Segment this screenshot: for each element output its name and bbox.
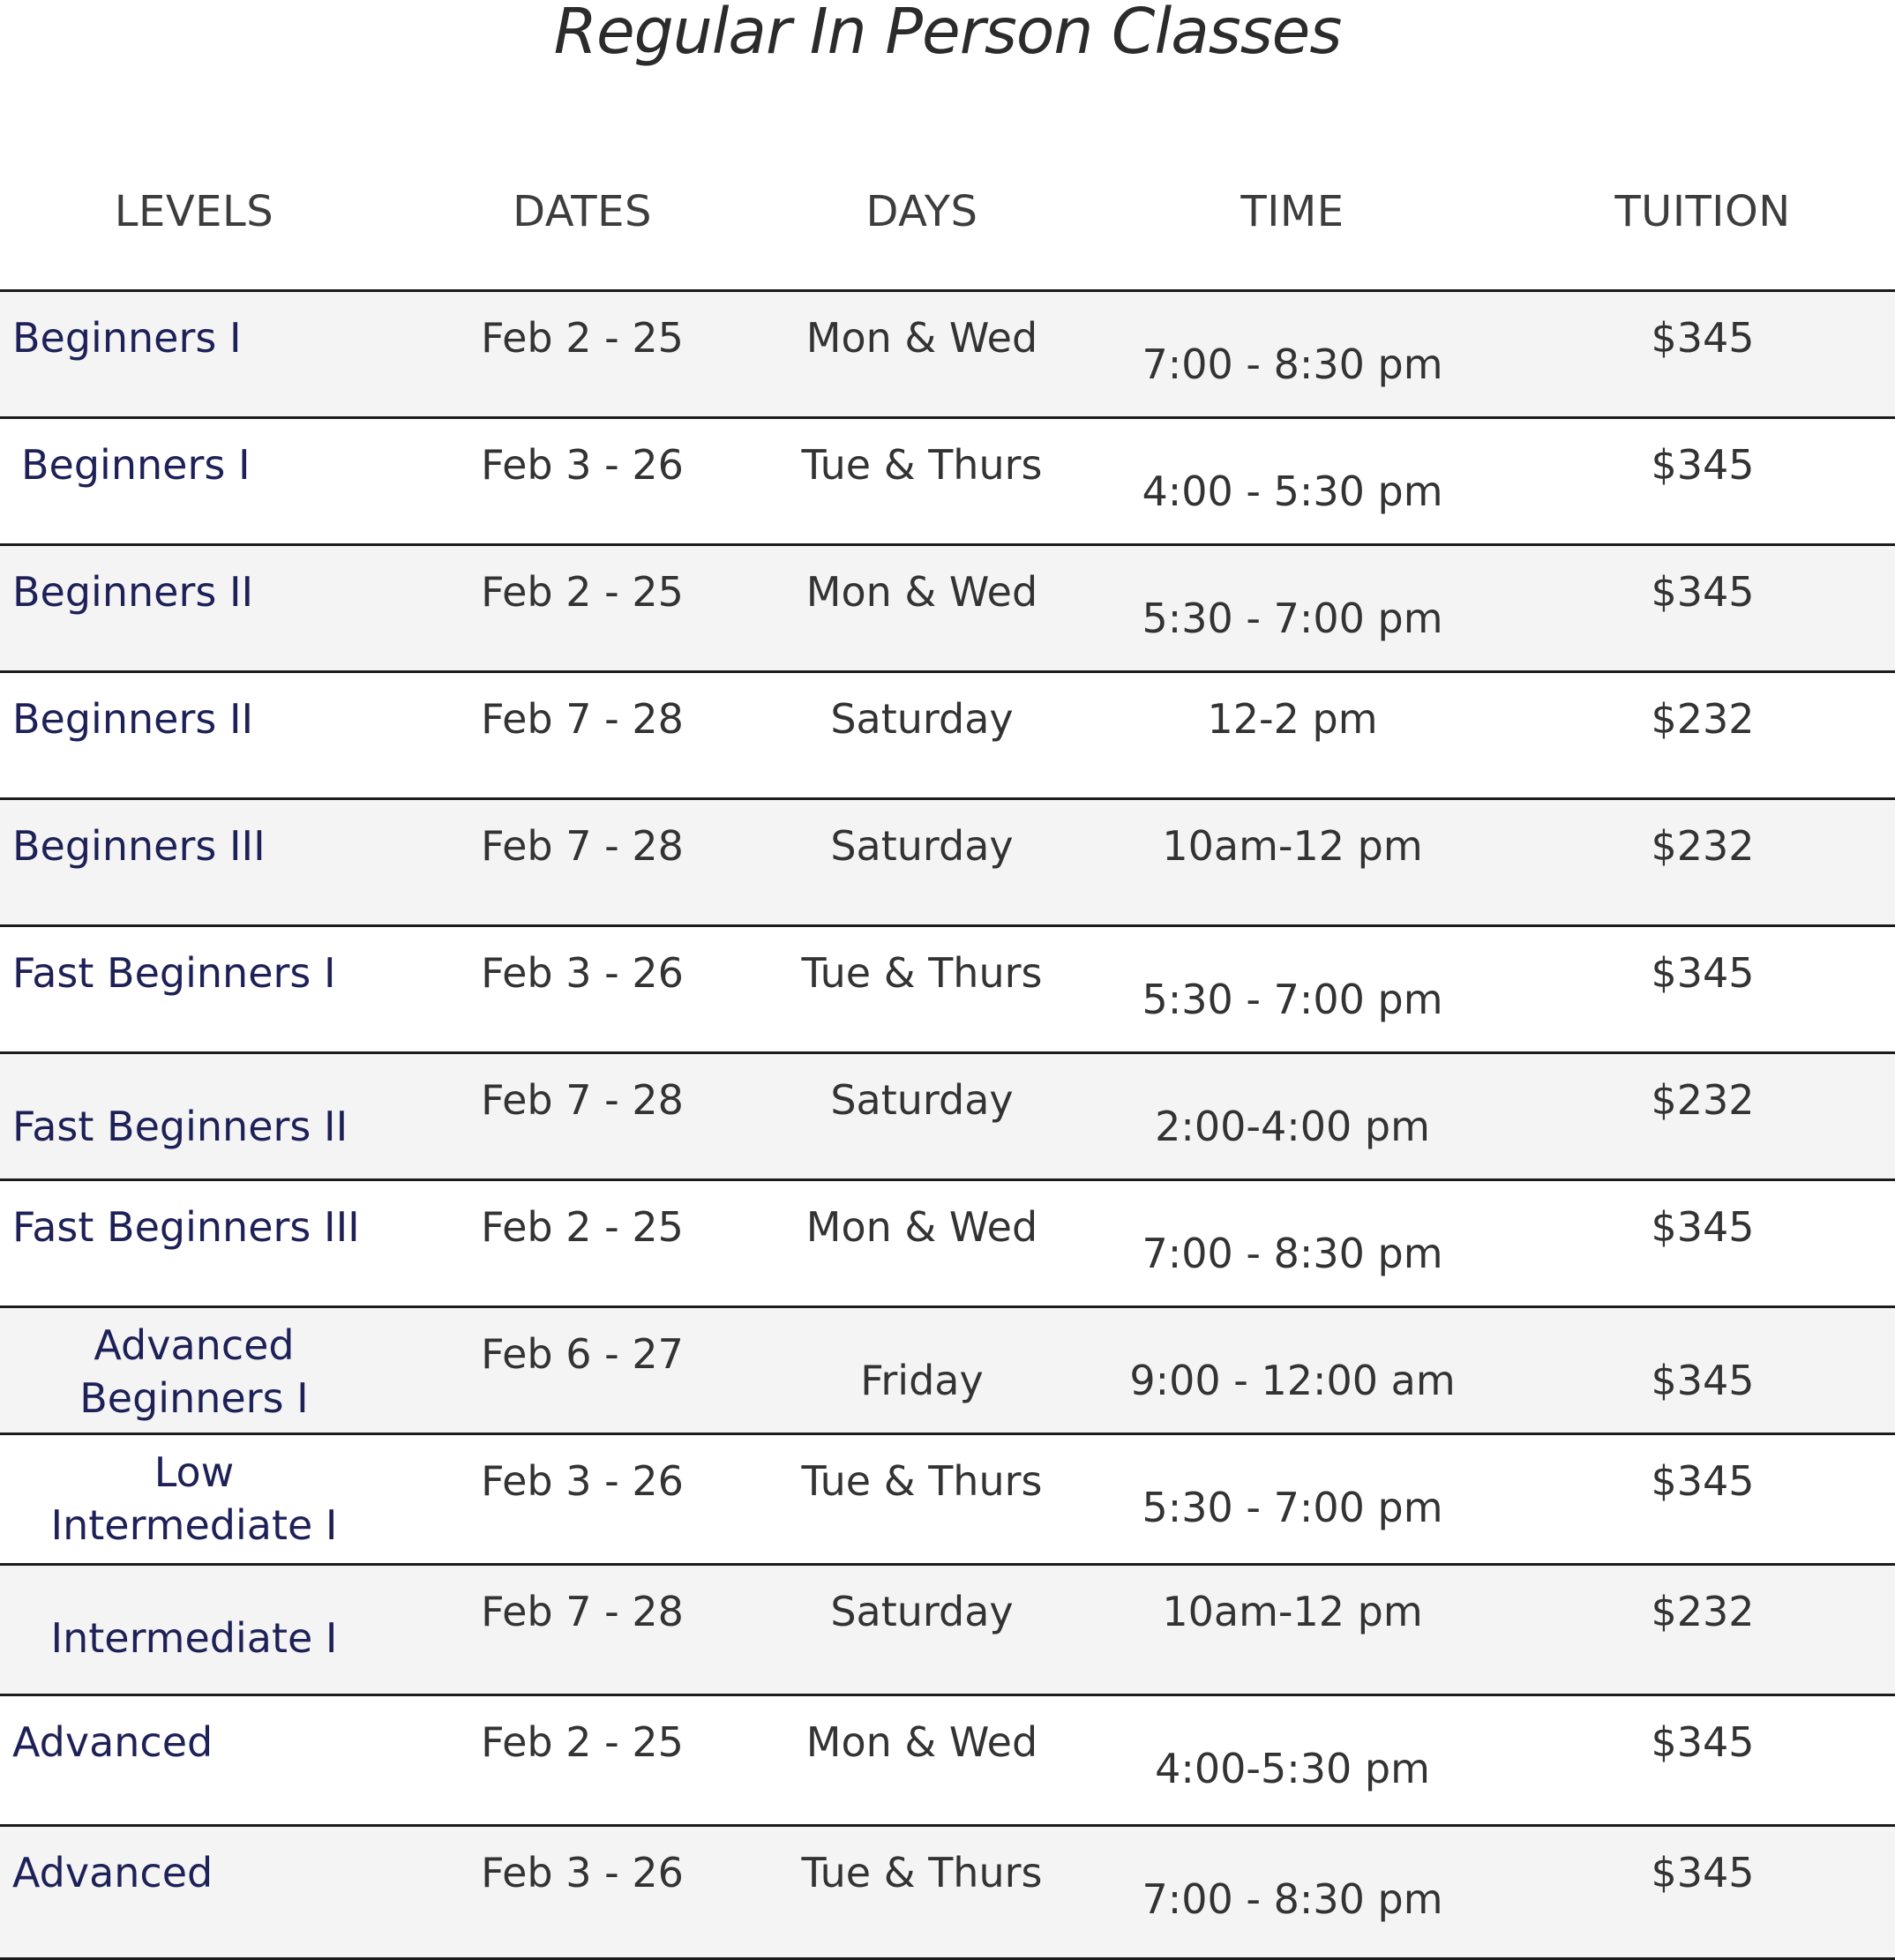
tuition-cell: $232 [1651,822,1755,870]
time-cell: 7:00 - 8:30 pm [1142,1230,1443,1277]
days-cell: Tue & Thurs [801,949,1043,997]
dates-cell: Feb 7 - 28 [481,1588,684,1635]
dates-cell: Feb 2 - 25 [481,314,684,362]
tuition-cell: $345 [1651,1203,1755,1251]
table-row [0,1433,1895,1566]
table-row [0,670,1895,800]
tuition-cell: $232 [1651,1588,1755,1635]
header-time: TIME [1240,187,1344,236]
table-row [0,1824,1895,1960]
time-cell: 7:00 - 8:30 pm [1142,1875,1443,1923]
tuition-cell: $345 [1651,568,1755,616]
header-levels: LEVELS [114,187,274,236]
time-cell: 10am-12 pm [1162,1588,1423,1635]
dates-cell: Feb 3 - 26 [481,949,684,997]
time-cell: 12-2 pm [1207,695,1378,743]
dates-cell: Feb 6 - 27 [481,1330,684,1378]
days-cell: Mon & Wed [805,1718,1038,1766]
dates-cell: Feb 3 - 26 [481,1849,684,1896]
time-cell: 7:00 - 8:30 pm [1142,340,1443,388]
dates-cell: Feb 2 - 25 [481,1718,684,1766]
level-cell: Beginners III [12,822,266,870]
header-tuition: TUITION [1614,187,1791,236]
table-row [0,416,1895,546]
days-cell: Mon & Wed [805,568,1038,616]
level-cell: Advanced Beginners I [79,1321,309,1422]
level-cell: Fast Beginners II [12,1103,348,1150]
dates-cell: Feb 7 - 28 [481,695,684,743]
dates-cell: Feb 7 - 28 [481,1076,684,1124]
time-cell: 4:00-5:30 pm [1155,1745,1430,1792]
days-cell: Mon & Wed [805,314,1038,362]
page-title: Regular In Person Classes [553,0,1342,68]
level-cell: Low Intermediate I [50,1448,338,1549]
level-cell: Fast Beginners III [12,1203,360,1251]
table-row [0,1051,1895,1181]
days-cell: Tue & Thurs [801,1457,1043,1505]
table-row [0,1305,1895,1435]
tuition-cell: $345 [1651,314,1755,362]
level-cell: Beginners I [12,314,242,362]
days-cell: Saturday [830,1076,1014,1124]
time-cell: 5:30 - 7:00 pm [1142,595,1443,642]
days-cell: Friday [860,1357,984,1404]
tuition-cell: $232 [1651,695,1755,743]
tuition-cell: $345 [1651,949,1755,997]
tuition-cell: $345 [1651,1357,1755,1404]
days-cell: Saturday [830,1588,1014,1635]
table-row [0,924,1895,1054]
dates-cell: Feb 7 - 28 [481,822,684,870]
header-days: DAYS [865,187,978,236]
table-row [0,543,1895,673]
days-cell: Tue & Thurs [801,1849,1043,1896]
time-cell: 5:30 - 7:00 pm [1142,1484,1443,1531]
table-row [0,1178,1895,1308]
time-cell: 2:00-4:00 pm [1155,1103,1430,1150]
level-cell: Beginners II [12,695,254,743]
table-row [0,1694,1895,1827]
table-row [0,289,1895,419]
time-cell: 4:00 - 5:30 pm [1142,468,1443,515]
days-cell: Mon & Wed [805,1203,1038,1251]
level-cell: Beginners I [21,441,251,489]
dates-cell: Feb 3 - 26 [481,1457,684,1505]
dates-cell: Feb 3 - 26 [481,441,684,489]
time-cell: 9:00 - 12:00 am [1129,1357,1456,1404]
tuition-cell: $345 [1651,1849,1755,1896]
level-cell: Beginners II [12,568,254,616]
time-cell: 5:30 - 7:00 pm [1142,976,1443,1023]
table-row [0,1563,1895,1696]
tuition-cell: $345 [1651,1718,1755,1766]
level-cell: Advanced [12,1849,213,1896]
days-cell: Saturday [830,822,1014,870]
level-cell: Advanced [12,1718,213,1766]
level-cell: Intermediate I [50,1614,338,1662]
tuition-cell: $345 [1651,441,1755,489]
days-cell: Tue & Thurs [801,441,1043,489]
dates-cell: Feb 2 - 25 [481,1203,684,1251]
days-cell: Saturday [830,695,1014,743]
tuition-cell: $345 [1651,1457,1755,1505]
time-cell: 10am-12 pm [1162,822,1423,870]
table-row [0,797,1895,927]
header-dates: DATES [513,187,652,236]
dates-cell: Feb 2 - 25 [481,568,684,616]
tuition-cell: $232 [1651,1076,1755,1124]
level-cell: Fast Beginners I [12,949,336,997]
